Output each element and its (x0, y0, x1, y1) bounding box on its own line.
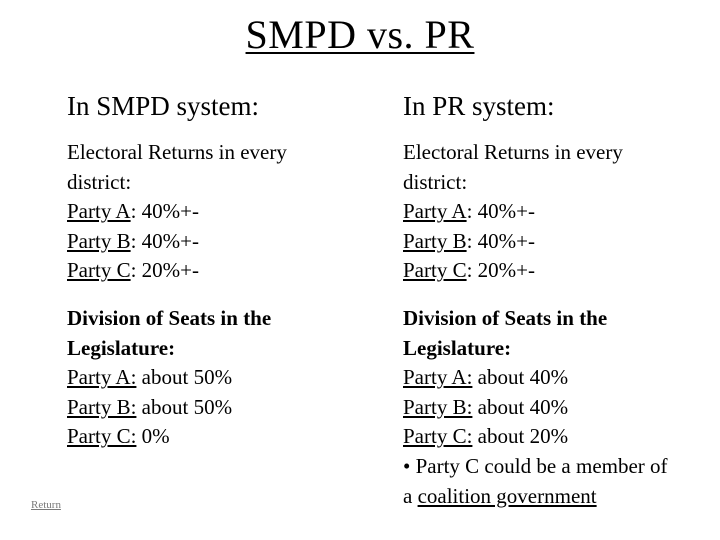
seats-label-cont: Legislature: (403, 335, 512, 360)
smpd-seat-division (67, 304, 387, 452)
returns-row-c: Party C: 20%+- (403, 258, 536, 283)
seats-row-a: Party A: about 50% (67, 365, 233, 390)
smpd-heading: In SMPD system: (67, 91, 260, 121)
smpd-electoral-returns (67, 138, 387, 286)
returns-row-b: Party B: 40%+- (403, 228, 536, 253)
party-b-link[interactable]: Party B: (403, 394, 473, 419)
coalition-note: • Party C could be a member of (403, 453, 668, 478)
returns-row-c: Party C: 20%+- (67, 258, 200, 283)
party-b-link[interactable]: Party B (403, 228, 467, 253)
seats-row-c: Party C: 0% (67, 424, 170, 449)
party-b-link[interactable]: Party B: (67, 394, 137, 419)
party-c-link[interactable]: Party C: (67, 424, 137, 449)
seats-label: Division of Seats in the (67, 305, 272, 330)
party-a-link[interactable]: Party A (67, 199, 131, 224)
party-b-link[interactable]: Party B (67, 228, 131, 253)
return-link[interactable]: Return (31, 499, 61, 511)
coalition-government-link[interactable]: coalition government (417, 483, 597, 508)
returns-label-cont: district: (403, 169, 468, 194)
returns-label: Electoral Returns in every (403, 140, 623, 164)
party-a-link[interactable]: Party A: (403, 365, 473, 390)
returns-label: Electoral Returns in every (67, 140, 287, 164)
party-c-link[interactable]: Party C (67, 258, 131, 283)
pr-seat-division (403, 304, 715, 511)
coalition-note-cont: a coalition government (403, 483, 597, 508)
seats-row-a: Party A: about 40% (403, 365, 569, 390)
returns-row-b: Party B: 40%+- (67, 228, 200, 253)
seats-row-b: Party B: about 50% (67, 394, 233, 419)
returns-label-cont: district: (67, 169, 132, 194)
seats-label: Division of Seats in the (403, 305, 608, 330)
smpd-column (67, 90, 387, 452)
slide-title: SMPD vs. PR (245, 12, 475, 57)
party-a-link[interactable]: Party A (403, 199, 467, 224)
pr-heading: In PR system: (403, 91, 555, 121)
seats-row-c: Party C: about 20% (403, 424, 569, 449)
party-a-link[interactable]: Party A: (67, 365, 137, 390)
pr-electoral-returns (403, 138, 715, 286)
pr-column (403, 90, 715, 511)
seats-label-cont: Legislature: (67, 335, 176, 360)
seats-row-b: Party B: about 40% (403, 394, 569, 419)
returns-row-a: Party A: 40%+- (403, 199, 536, 224)
party-c-link[interactable]: Party C: (403, 424, 473, 449)
returns-row-a: Party A: 40%+- (67, 199, 200, 224)
party-c-link[interactable]: Party C (403, 258, 467, 283)
